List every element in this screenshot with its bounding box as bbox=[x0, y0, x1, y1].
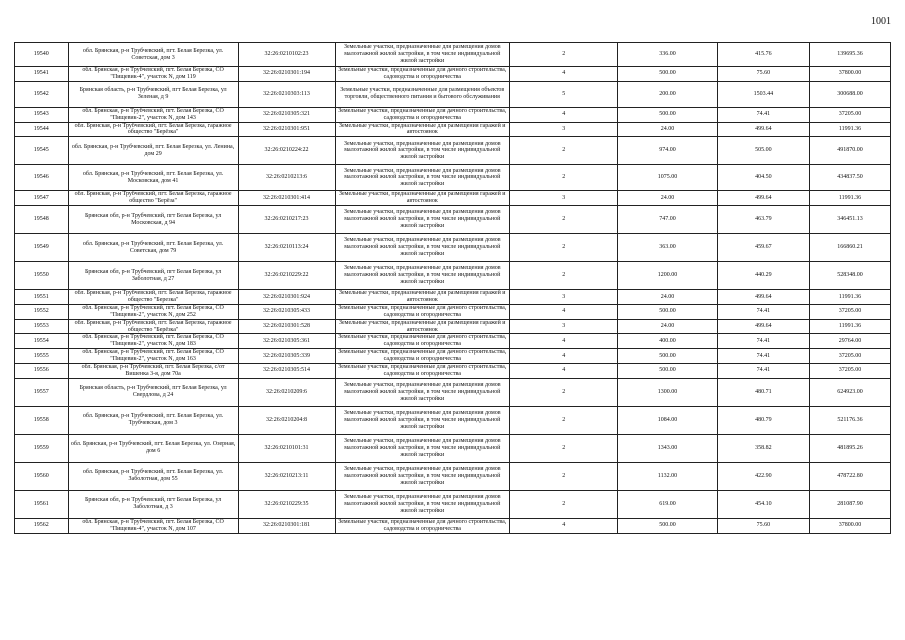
land-use-cell: Земельные участки, предназначенные для дачного строительства, садоводства и огородничества bbox=[335, 334, 510, 349]
address-cell: обл. Брянская, р-н Трубчевский, пгт. Белая Березка, гаражное общество "Березка" bbox=[68, 290, 238, 305]
area-cell: 500.00 bbox=[618, 304, 717, 319]
land-use-cell: Земельные участки, предназначенные для размещения домов малоэтажной жилой застройки, в том числе индивидуальной жилой застройки bbox=[335, 206, 510, 234]
table-row bbox=[15, 518, 891, 533]
row-number: 19554 bbox=[15, 334, 69, 349]
address-cell: обл. Брянская, р-н Трубчевский, пгт. Белая Березка, ул. Ленина, дом 29 bbox=[68, 137, 238, 165]
cadastral-value-table bbox=[14, 42, 891, 534]
land-use-cell: Земельные участки, предназначенные для размещения домов малоэтажной жилой застройки, в том числе индивидуальной жилой застройки bbox=[335, 490, 510, 518]
land-use-cell: Земельные участки, предназначенные для размещения домов малоэтажной жилой застройки, в том числе индивидуальной жилой застройки bbox=[335, 137, 510, 165]
table-row bbox=[15, 122, 891, 137]
land-use-cell: Земельные участки, предназначенные для дачного строительства, садоводства и огородничества bbox=[335, 364, 510, 379]
address-cell: Брянская обл, р-н Трубчевский, пгт Белая Березка, ул Московская, д 94 bbox=[68, 206, 238, 234]
table-row bbox=[15, 191, 891, 206]
group-cell: 2 bbox=[510, 137, 618, 165]
cadastral-number-cell: 32:26:0210229:35 bbox=[238, 490, 335, 518]
group-cell: 3 bbox=[510, 319, 618, 334]
group-cell: 4 bbox=[510, 334, 618, 349]
area-cell: 1200.00 bbox=[618, 262, 717, 290]
address-cell: обл. Брянская, р-н Трубчевский, пгт. Белая Березка, гаражное общество "Берёза" bbox=[68, 191, 238, 206]
cadastral-number-cell: 32:26:0210305:321 bbox=[238, 107, 335, 122]
address-cell: Брянская обл, р-н Трубчевский, пгт Белая Березка, ул Заболотная, д 27 bbox=[68, 262, 238, 290]
cadastral-number-cell: 32:26:0210224:22 bbox=[238, 137, 335, 165]
table-row bbox=[15, 349, 891, 364]
group-cell: 4 bbox=[510, 364, 618, 379]
cadastral-value-cell: 37800.00 bbox=[810, 518, 891, 533]
address-cell: обл. Брянская, р-н Трубчевский, пгт. Белая Березка, СО "Пищевик-2", участок N, дом 183 bbox=[68, 334, 238, 349]
specific-value-cell: 74.41 bbox=[717, 107, 809, 122]
cadastral-value-cell: 37205.00 bbox=[810, 364, 891, 379]
land-use-cell: Земельные участки, предназначенные для дачного строительства, садоводства и огородничества bbox=[335, 107, 510, 122]
specific-value-cell: 459.67 bbox=[717, 234, 809, 262]
row-number: 19558 bbox=[15, 406, 69, 434]
area-cell: 1300.00 bbox=[618, 378, 717, 406]
address-cell: обл. Брянская, р-н Трубчевский, пгт. Белая Березка, ул. Московская, дом 41 bbox=[68, 165, 238, 191]
row-number: 19562 bbox=[15, 518, 69, 533]
cadastral-value-cell: 11991.36 bbox=[810, 122, 891, 137]
cadastral-value-cell: 281087.90 bbox=[810, 490, 891, 518]
cadastral-value-cell: 521176.36 bbox=[810, 406, 891, 434]
row-number: 19544 bbox=[15, 122, 69, 137]
cadastral-number-cell: 32:26:0210303:113 bbox=[238, 81, 335, 107]
group-cell: 2 bbox=[510, 434, 618, 462]
page-number: 1001 bbox=[871, 16, 891, 27]
area-cell: 500.00 bbox=[618, 67, 717, 82]
specific-value-cell: 75.60 bbox=[717, 67, 809, 82]
specific-value-cell: 422.90 bbox=[717, 462, 809, 490]
row-number: 19556 bbox=[15, 364, 69, 379]
cadastral-value-cell: 37205.00 bbox=[810, 107, 891, 122]
group-cell: 2 bbox=[510, 206, 618, 234]
address-cell: обл. Брянская, р-н Трубчевский, пгт. Белая Березка, СО "Пищевик-4", участок N, дом 119 bbox=[68, 67, 238, 82]
address-cell: Брянская область, р-н Трубчевский, пгт Белая Березка, ул Зеленая, д 9 bbox=[68, 81, 238, 107]
cadastral-value-cell: 29764.00 bbox=[810, 334, 891, 349]
row-number: 19550 bbox=[15, 262, 69, 290]
row-number: 19548 bbox=[15, 206, 69, 234]
address-cell: обл. Брянская, р-н Трубчевский, пгт. Белая Березка, СО "Пищевик-2", участок N, дом 143 bbox=[68, 107, 238, 122]
cadastral-number-cell: 32:26:0210209:6 bbox=[238, 378, 335, 406]
area-cell: 619.00 bbox=[618, 490, 717, 518]
area-cell: 500.00 bbox=[618, 349, 717, 364]
address-cell: обл. Брянская, р-н Трубчевский, пгт. Белая Березка, ул. Озерная, дом 6 bbox=[68, 434, 238, 462]
address-cell: обл. Брянская, р-н Трубчевский, пгт. Белая Березка, ул. Трубчевская, дом 3 bbox=[68, 406, 238, 434]
area-cell: 363.00 bbox=[618, 234, 717, 262]
cadastral-number-cell: 32:26:0210305:361 bbox=[238, 334, 335, 349]
table-row bbox=[15, 67, 891, 82]
table-row bbox=[15, 43, 891, 67]
group-cell: 2 bbox=[510, 490, 618, 518]
land-use-cell: Земельные участки, предназначенные для дачного строительства, садоводства и огородничества bbox=[335, 518, 510, 533]
specific-value-cell: 74.41 bbox=[717, 334, 809, 349]
address-cell: обл. Брянская, р-н Трубчевский, пгт. Белая Березка, гаражное общество "Берёзка" bbox=[68, 319, 238, 334]
land-use-cell: Земельные участки, предназначенные для размещения домов малоэтажной жилой застройки, в том числе индивидуальной жилой застройки bbox=[335, 462, 510, 490]
cadastral-number-cell: 32:26:0210213:11 bbox=[238, 462, 335, 490]
cadastral-value-cell: 11991.36 bbox=[810, 191, 891, 206]
area-cell: 24.00 bbox=[618, 122, 717, 137]
specific-value-cell: 415.76 bbox=[717, 43, 809, 67]
address-cell: обл. Брянская, р-н Трубчевский, пгт. Белая Березка, СО "Пищевик-2", участок N, дом 252 bbox=[68, 304, 238, 319]
group-cell: 2 bbox=[510, 43, 618, 67]
area-cell: 1075.00 bbox=[618, 165, 717, 191]
land-use-cell: Земельные участки, предназначенные для дачного строительства, садоводства и огородничества bbox=[335, 67, 510, 82]
area-cell: 336.00 bbox=[618, 43, 717, 67]
land-use-cell: Земельные участки, предназначенные для дачного строительства, садоводства и огородничества bbox=[335, 349, 510, 364]
cadastral-number-cell: 32:26:0210301:181 bbox=[238, 518, 335, 533]
cadastral-value-cell: 300688.00 bbox=[810, 81, 891, 107]
cadastral-number-cell: 32:26:0210229:22 bbox=[238, 262, 335, 290]
cadastral-value-cell: 478722.80 bbox=[810, 462, 891, 490]
address-cell: Брянская область, р-н Трубчевский, пгт Белая Березка, ул Свердлова, д 24 bbox=[68, 378, 238, 406]
specific-value-cell: 75.60 bbox=[717, 518, 809, 533]
cadastral-number-cell: 32:26:0210101:31 bbox=[238, 434, 335, 462]
cadastral-value-cell: 434837.50 bbox=[810, 165, 891, 191]
cadastral-value-cell: 624923.00 bbox=[810, 378, 891, 406]
group-cell: 2 bbox=[510, 165, 618, 191]
specific-value-cell: 404.50 bbox=[717, 165, 809, 191]
area-cell: 24.00 bbox=[618, 191, 717, 206]
cadastral-number-cell: 32:26:0210204:8 bbox=[238, 406, 335, 434]
table-row bbox=[15, 304, 891, 319]
specific-value-cell: 440.29 bbox=[717, 262, 809, 290]
address-cell: обл. Брянская, р-н Трубчевский, пгт. Белая Березка, ул. Советская, дом 3 bbox=[68, 43, 238, 67]
area-cell: 1132.00 bbox=[618, 462, 717, 490]
specific-value-cell: 499.64 bbox=[717, 191, 809, 206]
specific-value-cell: 499.64 bbox=[717, 290, 809, 305]
land-use-cell: Земельные участки, предназначенные для дачного строительства, садоводства и огородничества bbox=[335, 304, 510, 319]
land-use-cell: Земельные участки, предназначенные для размещения домов малоэтажной жилой застройки, в том числе индивидуальной жилой застройки bbox=[335, 378, 510, 406]
land-use-cell: Земельные участки, предназначенные для размещения домов малоэтажной жилой застройки, в том числе индивидуальной жилой застройки bbox=[335, 406, 510, 434]
table-row bbox=[15, 334, 891, 349]
area-cell: 1084.00 bbox=[618, 406, 717, 434]
row-number: 19545 bbox=[15, 137, 69, 165]
cadastral-number-cell: 32:26:0210301:951 bbox=[238, 122, 335, 137]
specific-value-cell: 454.10 bbox=[717, 490, 809, 518]
address-cell: обл. Брянская, р-н Трубчевский, пгт. Белая Березка, СО "Пищевик-4", участок N, дом 107 bbox=[68, 518, 238, 533]
specific-value-cell: 74.41 bbox=[717, 349, 809, 364]
cadastral-number-cell: 32:26:0210305:433 bbox=[238, 304, 335, 319]
area-cell: 400.00 bbox=[618, 334, 717, 349]
address-cell: обл. Брянская, р-н Трубчевский, пгт. Белая Березка, с/от Вишенка 3-я, дом 70а bbox=[68, 364, 238, 379]
row-number: 19542 bbox=[15, 81, 69, 107]
specific-value-cell: 499.64 bbox=[717, 122, 809, 137]
land-use-cell: Земельные участки, предназначенные для размещения гаражей и автостоянок bbox=[335, 122, 510, 137]
specific-value-cell: 1503.44 bbox=[717, 81, 809, 107]
group-cell: 2 bbox=[510, 262, 618, 290]
land-use-cell: Земельные участки, предназначенные для размещения домов малоэтажной жилой застройки, в том числе индивидуальной жилой застройки bbox=[335, 262, 510, 290]
land-use-cell: Земельные участки, предназначенные для размещения гаражей и автостоянок bbox=[335, 191, 510, 206]
land-use-cell: Земельные участки, предназначенные для размещения гаражей и автостоянок bbox=[335, 290, 510, 305]
table-row bbox=[15, 81, 891, 107]
cadastral-value-cell: 11991.36 bbox=[810, 319, 891, 334]
group-cell: 4 bbox=[510, 107, 618, 122]
table-row bbox=[15, 165, 891, 191]
specific-value-cell: 74.41 bbox=[717, 304, 809, 319]
table-row bbox=[15, 290, 891, 305]
specific-value-cell: 358.82 bbox=[717, 434, 809, 462]
row-number: 19557 bbox=[15, 378, 69, 406]
row-number: 19559 bbox=[15, 434, 69, 462]
row-number: 19540 bbox=[15, 43, 69, 67]
table-row bbox=[15, 490, 891, 518]
cadastral-number-cell: 32:26:0210301:414 bbox=[238, 191, 335, 206]
cadastral-value-cell: 528348.00 bbox=[810, 262, 891, 290]
area-cell: 200.00 bbox=[618, 81, 717, 107]
row-number: 19551 bbox=[15, 290, 69, 305]
row-number: 19543 bbox=[15, 107, 69, 122]
address-cell: обл. Брянская, р-н Трубчевский, пгт. Белая Березка, ул. Советская, дом 79 bbox=[68, 234, 238, 262]
row-number: 19547 bbox=[15, 191, 69, 206]
table-row bbox=[15, 364, 891, 379]
table-row bbox=[15, 206, 891, 234]
address-cell: обл. Брянская, р-н Трубчевский, пгт. Белая Березка, СО "Пищевик-2", участок N, дом 163 bbox=[68, 349, 238, 364]
table-row bbox=[15, 462, 891, 490]
cadastral-number-cell: 32:26:0210102:23 bbox=[238, 43, 335, 67]
cadastral-value-cell: 37800.00 bbox=[810, 67, 891, 82]
specific-value-cell: 480.71 bbox=[717, 378, 809, 406]
table-row bbox=[15, 137, 891, 165]
row-number: 19561 bbox=[15, 490, 69, 518]
table-row bbox=[15, 319, 891, 334]
group-cell: 3 bbox=[510, 290, 618, 305]
area-cell: 500.00 bbox=[618, 364, 717, 379]
row-number: 19552 bbox=[15, 304, 69, 319]
area-cell: 24.00 bbox=[618, 319, 717, 334]
cadastral-value-cell: 11991.36 bbox=[810, 290, 891, 305]
cadastral-value-cell: 166860.21 bbox=[810, 234, 891, 262]
specific-value-cell: 505.00 bbox=[717, 137, 809, 165]
area-cell: 500.00 bbox=[618, 518, 717, 533]
table-row bbox=[15, 406, 891, 434]
cadastral-number-cell: 32:26:0210213:6 bbox=[238, 165, 335, 191]
table-row bbox=[15, 262, 891, 290]
specific-value-cell: 74.41 bbox=[717, 364, 809, 379]
cadastral-number-cell: 32:26:0210305:514 bbox=[238, 364, 335, 379]
row-number: 19549 bbox=[15, 234, 69, 262]
address-cell: обл. Брянская, р-н Трубчевский, пгт. Белая Березка, гаражное общество "Берёзка" bbox=[68, 122, 238, 137]
cadastral-value-cell: 139695.36 bbox=[810, 43, 891, 67]
row-number: 19560 bbox=[15, 462, 69, 490]
group-cell: 3 bbox=[510, 191, 618, 206]
land-use-cell: Земельные участки, предназначенные для размещения домов малоэтажной жилой застройки, в том числе индивидуальной жилой застройки bbox=[335, 43, 510, 67]
group-cell: 2 bbox=[510, 234, 618, 262]
land-use-cell: Земельные участки, предназначенные для размещения домов малоэтажной жилой застройки, в том числе индивидуальной жилой застройки bbox=[335, 434, 510, 462]
area-cell: 500.00 bbox=[618, 107, 717, 122]
table-row bbox=[15, 378, 891, 406]
cadastral-value-cell: 481895.26 bbox=[810, 434, 891, 462]
group-cell: 2 bbox=[510, 378, 618, 406]
address-cell: обл. Брянская, р-н Трубчевский, пгт. Белая Березка, ул. Заболотная, дом 55 bbox=[68, 462, 238, 490]
area-cell: 974.00 bbox=[618, 137, 717, 165]
group-cell: 4 bbox=[510, 349, 618, 364]
cadastral-value-cell: 346451.13 bbox=[810, 206, 891, 234]
area-cell: 747.00 bbox=[618, 206, 717, 234]
cadastral-number-cell: 32:26:0210217:23 bbox=[238, 206, 335, 234]
group-cell: 2 bbox=[510, 462, 618, 490]
specific-value-cell: 499.64 bbox=[717, 319, 809, 334]
land-use-cell: Земельные участки, предназначенные для размещения объектов торговли, общественного питания и бытового обслуживания bbox=[335, 81, 510, 107]
cadastral-value-cell: 491870.00 bbox=[810, 137, 891, 165]
table-row bbox=[15, 107, 891, 122]
specific-value-cell: 463.79 bbox=[717, 206, 809, 234]
group-cell: 4 bbox=[510, 304, 618, 319]
area-cell: 24.00 bbox=[618, 290, 717, 305]
cadastral-number-cell: 32:26:0210301:528 bbox=[238, 319, 335, 334]
address-cell: Брянская обл, р-н Трубчевский, пгт Белая Березка, ул Заболотная, д 3 bbox=[68, 490, 238, 518]
row-number: 19553 bbox=[15, 319, 69, 334]
table-row bbox=[15, 434, 891, 462]
group-cell: 5 bbox=[510, 81, 618, 107]
table-row bbox=[15, 234, 891, 262]
row-number: 19555 bbox=[15, 349, 69, 364]
cadastral-number-cell: 32:26:0210113:24 bbox=[238, 234, 335, 262]
cadastral-number-cell: 32:26:0210305:339 bbox=[238, 349, 335, 364]
group-cell: 3 bbox=[510, 122, 618, 137]
land-use-cell: Земельные участки, предназначенные для размещения домов малоэтажной жилой застройки, в том числе индивидуальной жилой застройки bbox=[335, 234, 510, 262]
land-use-cell: Земельные участки, предназначенные для размещения гаражей и автостоянок bbox=[335, 319, 510, 334]
specific-value-cell: 480.79 bbox=[717, 406, 809, 434]
land-use-cell: Земельные участки, предназначенные для размещения домов малоэтажной жилой застройки, в том числе индивидуальной жилой застройки bbox=[335, 165, 510, 191]
cadastral-number-cell: 32:26:0210301:924 bbox=[238, 290, 335, 305]
cadastral-value-cell: 37205.00 bbox=[810, 304, 891, 319]
group-cell: 4 bbox=[510, 67, 618, 82]
row-number: 19541 bbox=[15, 67, 69, 82]
cadastral-number-cell: 32:26:0210301:194 bbox=[238, 67, 335, 82]
row-number: 19546 bbox=[15, 165, 69, 191]
area-cell: 1343.00 bbox=[618, 434, 717, 462]
group-cell: 2 bbox=[510, 406, 618, 434]
cadastral-value-cell: 37205.00 bbox=[810, 349, 891, 364]
group-cell: 4 bbox=[510, 518, 618, 533]
